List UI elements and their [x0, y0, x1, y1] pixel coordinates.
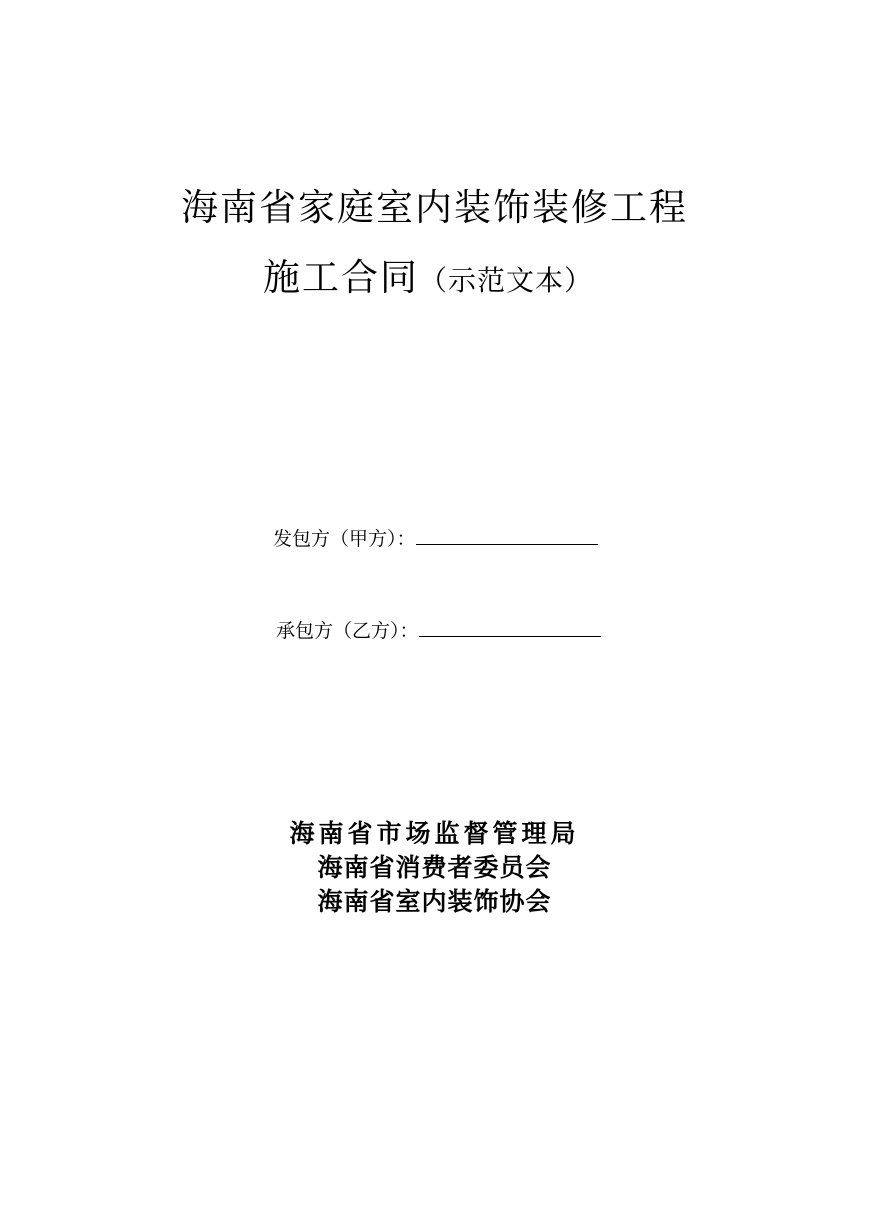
contract-title-line2 — [263, 256, 593, 303]
contract-title-subtitle: （示范文本） — [419, 264, 594, 297]
contract-title-line1: 海南省家庭室内装饰装修工程 — [181, 186, 688, 229]
issuer-market-regulation: 海南省市场监督管理局 — [289, 819, 580, 848]
party-b-label: 承包方（乙方）： — [276, 620, 419, 642]
contract-title-main: 施工合同 — [263, 256, 419, 299]
party-a-blank-line — [416, 526, 598, 545]
issuer-decoration-association: 海南省室内装饰协会 — [317, 887, 552, 916]
party-b-blank-line — [419, 618, 601, 637]
party-a-label: 发包方（甲方）： — [273, 528, 416, 550]
party-a-row — [273, 526, 598, 551]
issuer-consumer-council: 海南省消费者委员会 — [317, 853, 552, 882]
party-b-row — [276, 618, 601, 643]
